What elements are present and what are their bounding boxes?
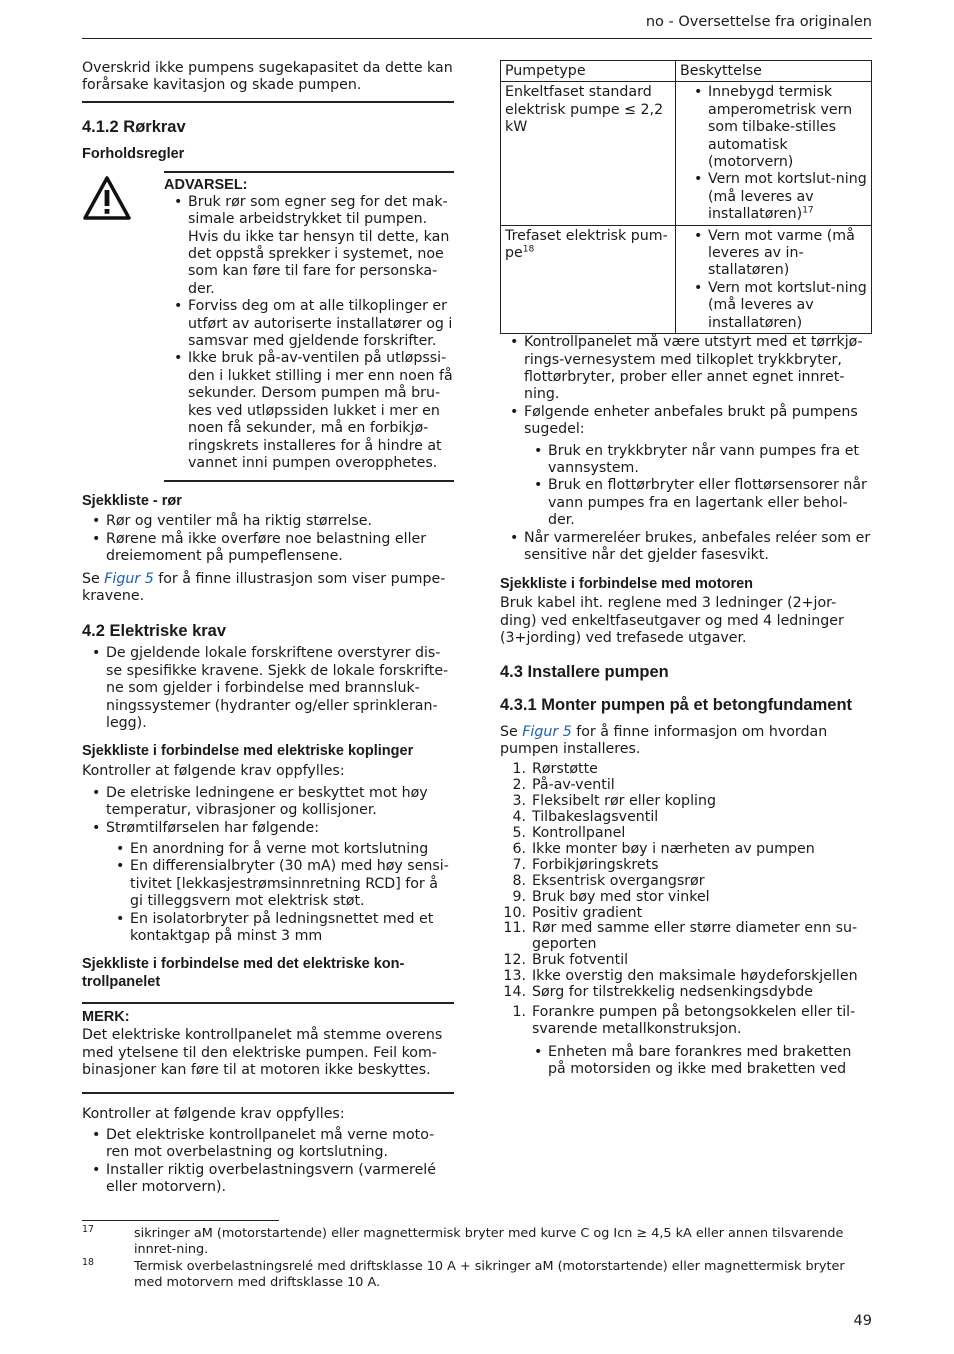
list-item: 3. Fleksibelt rør eller kopling bbox=[512, 793, 716, 810]
relay-list bbox=[500, 530, 872, 565]
list-item: • Vern mot varme (må leveres av in-stallatøren) bbox=[680, 228, 867, 280]
warning-top-rule bbox=[164, 171, 454, 173]
left-column bbox=[82, 60, 454, 1197]
footnote-17: 17 sikringer aM (motorstartende) eller magnettermisk bryter med kurve C og Icn ≥ 4,5 kA eller annen tilsvarende innret-ning. bbox=[82, 1224, 844, 1257]
pipe-checklist bbox=[82, 513, 454, 565]
electrical-connections-title: Sjekkliste i forbindelse med elektriske koplinger bbox=[82, 743, 414, 760]
electrical-connections-intro: Kontroller at følgende krav oppfylles: bbox=[82, 763, 345, 780]
list-item: • Strømtilførselen har følgende: bbox=[82, 820, 454, 837]
list-item: 1. Rørstøtte bbox=[512, 761, 598, 778]
motor-checklist-title: Sjekkliste i forbindelse med motoren bbox=[500, 576, 754, 593]
control-panel-list bbox=[82, 1127, 454, 1197]
control-panel-intro: Kontroller at følgende krav oppfylles: bbox=[82, 1105, 345, 1122]
parts-list bbox=[500, 762, 872, 1001]
see-figure-text: Se Figur 5 for å finne illustrasjon som viser pumpe-kravene. bbox=[82, 570, 446, 604]
table-cell bbox=[676, 82, 872, 225]
list-item: • Innebygd termisk amperometrisk vern som tilbake-stilles automatisk (motorvern) bbox=[680, 84, 867, 171]
header-title: no - Oversettelse fra originalen bbox=[645, 14, 872, 30]
list-item: • Forviss deg om at alle tilkoplinger er utført av autoriserte installatører og i samsvar med gjeldende forskrifter. bbox=[164, 298, 454, 350]
list-item: 13. Ikke overstig den maksimale høydeforskjellen bbox=[503, 968, 858, 985]
list-item: • Installer riktig overbelastningsvern (varmerelé eller motorvern). bbox=[82, 1162, 454, 1197]
list-item: • Vern mot kortslut-ning (må leveres av installatøren) bbox=[680, 280, 867, 332]
footnote-18: 18 Termisk overbelastningsrelé med driftsklasse 10 A + sikringer aM (motorstartende) eller magnettermisk bryter med motorvern med driftsklasse 10 A. bbox=[82, 1257, 845, 1290]
right-column bbox=[477, 60, 872, 1079]
note-text: Det elektriske kontrollpanelet må stemme overens med ytelsene til den elektriske pumpen. Feil kom-binasjoner kan føre til at motoren ikke beskyttes. bbox=[82, 1027, 443, 1079]
section-4-2-title: 4.2 Elektriske krav bbox=[82, 622, 227, 641]
page-header bbox=[82, 14, 872, 39]
table-row bbox=[501, 82, 872, 225]
list-item: • Ikke bruk på-av-ventilen på utløpssi-den i lukket stilling i mer enn noen få sekunder. Dersom pumpen må bru-kes ved utløpssiden lukket i mer en noen få sekunder, må en forbikjø-ringskrets installeres for å hindre at vannet inni pumpen overopphetes. bbox=[164, 350, 454, 472]
list-item: • Kontrollpanelet må være utstyrt med et tørrkjø-rings-vernesystem med tilkoplet trykkbryter, flottørbryter, prober eller annet egnet innret-ning. bbox=[500, 334, 872, 404]
motor-checklist-text: Bruk kabel iht. reglene med 3 ledninger (2+jor-ding) ved enkeltfaseutgaver og med 4 ledninger (3+jording) ved trefasede utgaver. bbox=[500, 595, 844, 647]
list-item: • Vern mot kortslut-ning (må leveres av installatøren)$^{17}$ bbox=[680, 171, 867, 223]
electrical-requirements-list bbox=[82, 645, 454, 732]
note-title: MERK: bbox=[82, 1009, 130, 1026]
warning-bottom-rule bbox=[164, 480, 454, 482]
divider bbox=[82, 101, 454, 103]
note-top-rule bbox=[82, 1002, 454, 1004]
table-cell bbox=[676, 225, 872, 333]
control-panel-requirements bbox=[500, 334, 872, 438]
table-header-pump-type: Pumpetype bbox=[501, 61, 676, 82]
list-item: • En differensialbryter (30 mA) med høy sensi-tivitet [lekkasjestrømsinnretning RCD] for å gi tilleggsvern mot elektrisk støt. bbox=[82, 858, 454, 910]
list-item: 14. Sørg for tilstrekkelig nedsenkingsdybde bbox=[503, 984, 814, 1001]
list-item: • Bruk en flottørbryter eller flottørsensorer når vann pumpes fra en lagertank eller behol-der. bbox=[500, 477, 872, 529]
suction-devices-sublist bbox=[500, 443, 872, 530]
list-item: 5. Kontrollpanel bbox=[512, 825, 626, 842]
list-item: 1. Forankre pumpen på betongsokkelen eller til-svarende metallkonstruksjon. bbox=[512, 1004, 856, 1038]
table-header-protection: Beskyttelse bbox=[676, 61, 872, 82]
pipe-checklist-title: Sjekkliste - rør bbox=[82, 493, 182, 510]
list-item: 6. Ikke monter bøy i nærheten av pumpen bbox=[512, 840, 815, 857]
power-supply-sublist bbox=[82, 841, 454, 945]
list-item: • De eletriske ledningene er beskyttet mot høy temperatur, vibrasjoner og kollisjoner. bbox=[82, 785, 454, 820]
section-4-1-2-title: 4.1.2 Rørkrav bbox=[82, 117, 186, 136]
control-panel-checklist-title: Sjekkliste i forbindelse med det elektriske kon-trollpanelet bbox=[82, 956, 405, 991]
list-item: • En isolatorbryter på ledningsnettet med et kontaktgap på minst 3 mm bbox=[82, 911, 454, 946]
list-item: 2. På-av-ventil bbox=[512, 777, 615, 794]
list-item: • Bruk en trykkbryter når vann pumpes fra et vannsystem. bbox=[500, 443, 872, 478]
list-item: • Bruk rør som egner seg for det mak-simale arbeidstrykket til pumpen. Hvis du ikke tar hensyn til dette, kan det oppstå sprekker i systemet, noe som kan føre til fare for personska-der. bbox=[164, 194, 454, 298]
list-item: 11. Rør med samme eller større diameter enn su-geporten bbox=[503, 920, 858, 953]
list-item: 9. Bruk bøy med stor vinkel bbox=[512, 888, 710, 905]
list-item: 4. Tilbakeslagsventil bbox=[512, 809, 659, 826]
list-item: • Enheten må bare forankres med braketten på motorsiden og ikke med braketten ved bbox=[500, 1044, 872, 1079]
table-cell: Enkeltfaset standard elektrisk pumpe ≤ 2,2 kW bbox=[501, 82, 676, 225]
warning-list bbox=[164, 194, 454, 473]
footnote-ref[interactable]: 17 bbox=[802, 205, 814, 216]
list-item: • En anordning for å verne mot kortslutning bbox=[82, 841, 454, 858]
list-item: • Følgende enheter anbefales brukt på pumpens sugedel: bbox=[500, 404, 872, 439]
warning-icon bbox=[82, 171, 164, 483]
list-item: • Rørene må ikke overføre noe belastning eller dreiemoment på pumpeflensene. bbox=[82, 531, 454, 566]
list-item: • Når varmereléer brukes, anbefales reléer som er sensitive når det gjelder fasesvikt. bbox=[500, 530, 872, 565]
warning-block bbox=[82, 171, 454, 483]
precautions-title: Forholdsregler bbox=[82, 145, 185, 162]
section-4-3-title: 4.3 Installere pumpen bbox=[500, 662, 669, 681]
footnote-divider bbox=[82, 1220, 279, 1221]
protection-table bbox=[500, 60, 872, 334]
table-row bbox=[501, 225, 872, 333]
figure-link[interactable]: Figur 5 bbox=[522, 723, 572, 740]
footnote-ref[interactable]: 18 bbox=[522, 244, 535, 255]
page-number: 49 bbox=[853, 1313, 872, 1329]
step-sublist bbox=[500, 1044, 872, 1079]
list-item: • De gjeldende lokale forskriftene overstyrer dis-se spesifikke kravene. Sjekk de lokale forskrifte-ne som gjelder i forbindelse med brannsluk-ningssystemer (hydranter og/eller sprinkleran-legg). bbox=[82, 645, 454, 732]
intro-text: Overskrid ikke pumpens sugekapasitet da dette kan forårsake kavitasjon og skade pumpen. bbox=[82, 60, 453, 94]
warning-title: ADVARSEL: bbox=[164, 176, 248, 193]
list-item: 8. Eksentrisk overgangsrør bbox=[512, 872, 705, 889]
list-item: • Det elektriske kontrollpanelet må verne moto-ren mot overbelastning og kortslutning. bbox=[82, 1127, 454, 1162]
note-bottom-rule bbox=[82, 1092, 454, 1094]
table-cell: Trefaset elektrisk pum-$pe^{18}$ bbox=[501, 225, 676, 333]
electrical-connections-list bbox=[82, 785, 454, 837]
section-4-3-1-title: 4.3.1 Monter pumpen på et betongfundament bbox=[500, 695, 853, 714]
figure-link[interactable]: Figur 5 bbox=[104, 570, 154, 587]
steps-list bbox=[500, 1004, 872, 1039]
list-item: 10. Positiv gradient bbox=[503, 904, 643, 921]
see-figure-text: Se Figur 5 for å finne informasjon om hvordan pumpen installeres. bbox=[500, 723, 828, 757]
list-item: • Rør og ventiler må ha riktig størrelse. bbox=[82, 513, 454, 530]
list-item: 12. Bruk fotventil bbox=[503, 952, 629, 969]
list-item: 7. Forbikjøringskrets bbox=[512, 856, 659, 873]
